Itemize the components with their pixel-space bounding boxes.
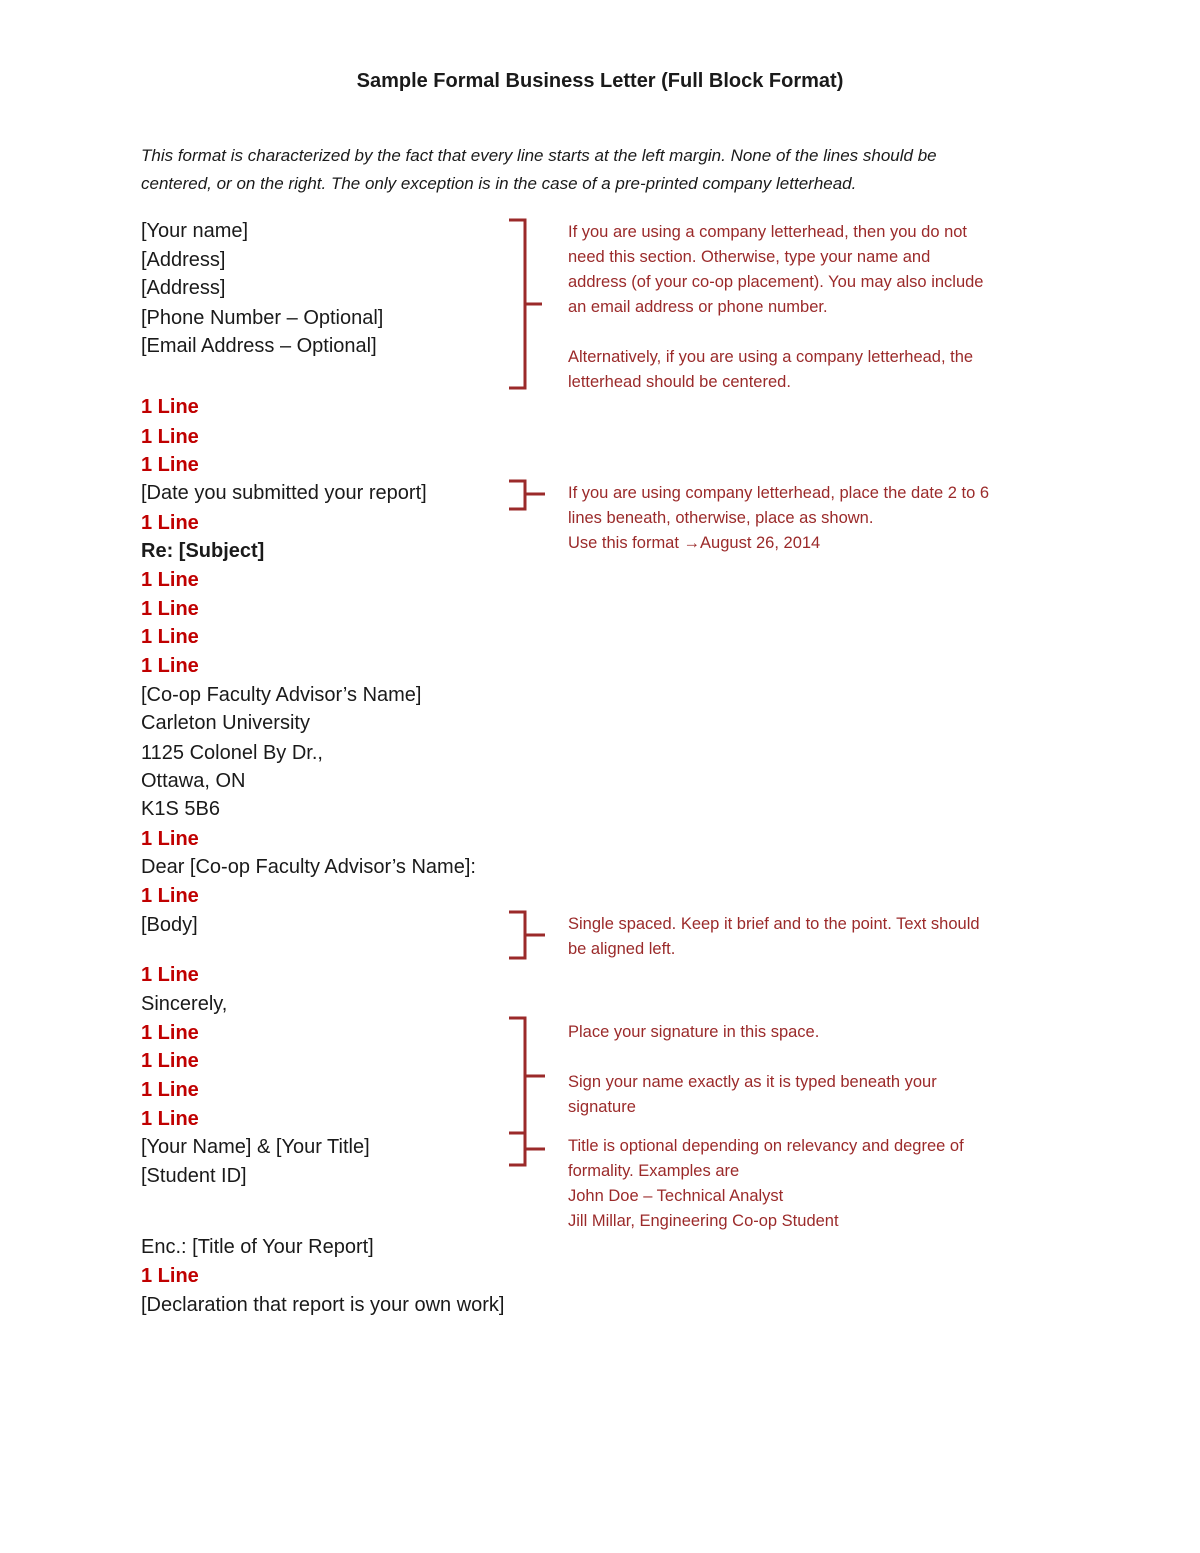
arrow-right-icon: → — [683, 534, 701, 552]
postal-code-line: K1S 5B6 — [141, 798, 220, 820]
spacer-line: 1 Line — [141, 1079, 199, 1101]
enclosure-line: Enc.: [Title of Your Report] — [141, 1236, 374, 1258]
bracket-icon — [509, 912, 545, 958]
note-text: address (of your co-op placement). You may also include — [568, 273, 984, 291]
salutation-line: Dear [Co-op Faculty Advisor’s Name]: — [141, 856, 476, 878]
spacer-line: 1 Line — [141, 512, 199, 534]
spacer-line: 1 Line — [141, 569, 199, 591]
intro-line-2: centered, or on the right. The only exception is in the case of a pre-printed company letterhead. — [141, 174, 857, 193]
intro-paragraph — [141, 142, 1041, 198]
spacer-line: 1 Line — [141, 1108, 199, 1130]
note-text: Title is optional depending on relevancy and degree of — [568, 1137, 964, 1155]
spacer-line: 1 Line — [141, 1022, 199, 1044]
spacer-line: 1 Line — [141, 964, 199, 986]
address-line-2: [Address] — [141, 277, 226, 299]
body-note — [568, 912, 1068, 962]
note-text: Jill Millar, Engineering Co-op Student — [568, 1212, 839, 1230]
spacer-line: 1 Line — [141, 626, 199, 648]
note-text: Place your signature in this space. — [568, 1023, 820, 1041]
city-line: Ottawa, ON — [141, 770, 246, 792]
date-example: August 26, 2014 — [700, 534, 821, 552]
note-text: Alternatively, if you are using a company letterhead, the — [568, 348, 974, 366]
note-text: If you are using company letterhead, place the date 2 to 6 — [568, 484, 990, 502]
note-text — [568, 531, 1068, 556]
spacer-line: 1 Line — [141, 655, 199, 677]
note-text: be aligned left. — [568, 940, 676, 958]
spacer-line: 1 Line — [141, 598, 199, 620]
note-text: an email address or phone number. — [568, 298, 828, 316]
note-gap — [568, 1045, 1068, 1070]
note-text: letterhead should be centered. — [568, 373, 791, 391]
spacer-line: 1 Line — [141, 426, 199, 448]
letterhead-note — [568, 220, 1068, 395]
street-line: 1125 Colonel By Dr., — [141, 742, 323, 764]
declaration-line: [Declaration that report is your own work] — [141, 1294, 505, 1316]
spacer-line: 1 Line — [141, 828, 199, 850]
note-text: formality. Examples are — [568, 1162, 740, 1180]
note-text: Single spaced. Keep it brief and to the point. Text should — [568, 915, 980, 933]
your-name-line: [Your name] — [141, 220, 249, 242]
body-line: [Body] — [141, 914, 198, 936]
intro-line-1: This format is characterized by the fact that every line starts at the left margin. None of the lines should be — [141, 146, 937, 165]
note-text: Sign your name exactly as it is typed beneath your — [568, 1073, 937, 1091]
spacer-line: 1 Line — [141, 885, 199, 907]
closing-line: Sincerely, — [141, 993, 228, 1015]
spacer-line: 1 Line — [141, 396, 199, 418]
subject-line: Re: [Subject] — [141, 540, 265, 562]
title-note — [568, 1134, 1068, 1234]
address-line-1: [Address] — [141, 249, 226, 271]
page-title: Sample Formal Business Letter (Full Block Format) — [356, 70, 844, 92]
university-line: Carleton University — [141, 712, 310, 734]
advisor-name-line: [Co-op Faculty Advisor’s Name] — [141, 684, 422, 706]
note-text: signature — [568, 1098, 636, 1116]
phone-line: [Phone Number – Optional] — [141, 307, 384, 329]
note-text: Use this format — [568, 534, 684, 552]
date-line: [Date you submitted your report] — [141, 482, 427, 504]
signature-note — [568, 1020, 1068, 1120]
email-line: [Email Address – Optional] — [141, 335, 377, 357]
note-text: John Doe – Technical Analyst — [568, 1187, 784, 1205]
note-text: need this section. Otherwise, type your name and — [568, 248, 931, 266]
student-id-line: [Student ID] — [141, 1165, 247, 1187]
bracket-icon — [509, 1018, 545, 1133]
bracket-icon — [509, 1133, 545, 1165]
spacer-line: 1 Line — [141, 1050, 199, 1072]
spacer-line: 1 Line — [141, 1265, 199, 1287]
note-gap — [568, 320, 1068, 345]
date-note — [568, 481, 1068, 556]
bracket-icon — [509, 220, 542, 388]
spacer-line: 1 Line — [141, 454, 199, 476]
note-text: lines beneath, otherwise, place as shown. — [568, 509, 874, 527]
bracket-icon — [509, 481, 545, 509]
note-text: If you are using a company letterhead, then you do not — [568, 223, 968, 241]
name-title-line: [Your Name] & [Your Title] — [141, 1136, 370, 1158]
